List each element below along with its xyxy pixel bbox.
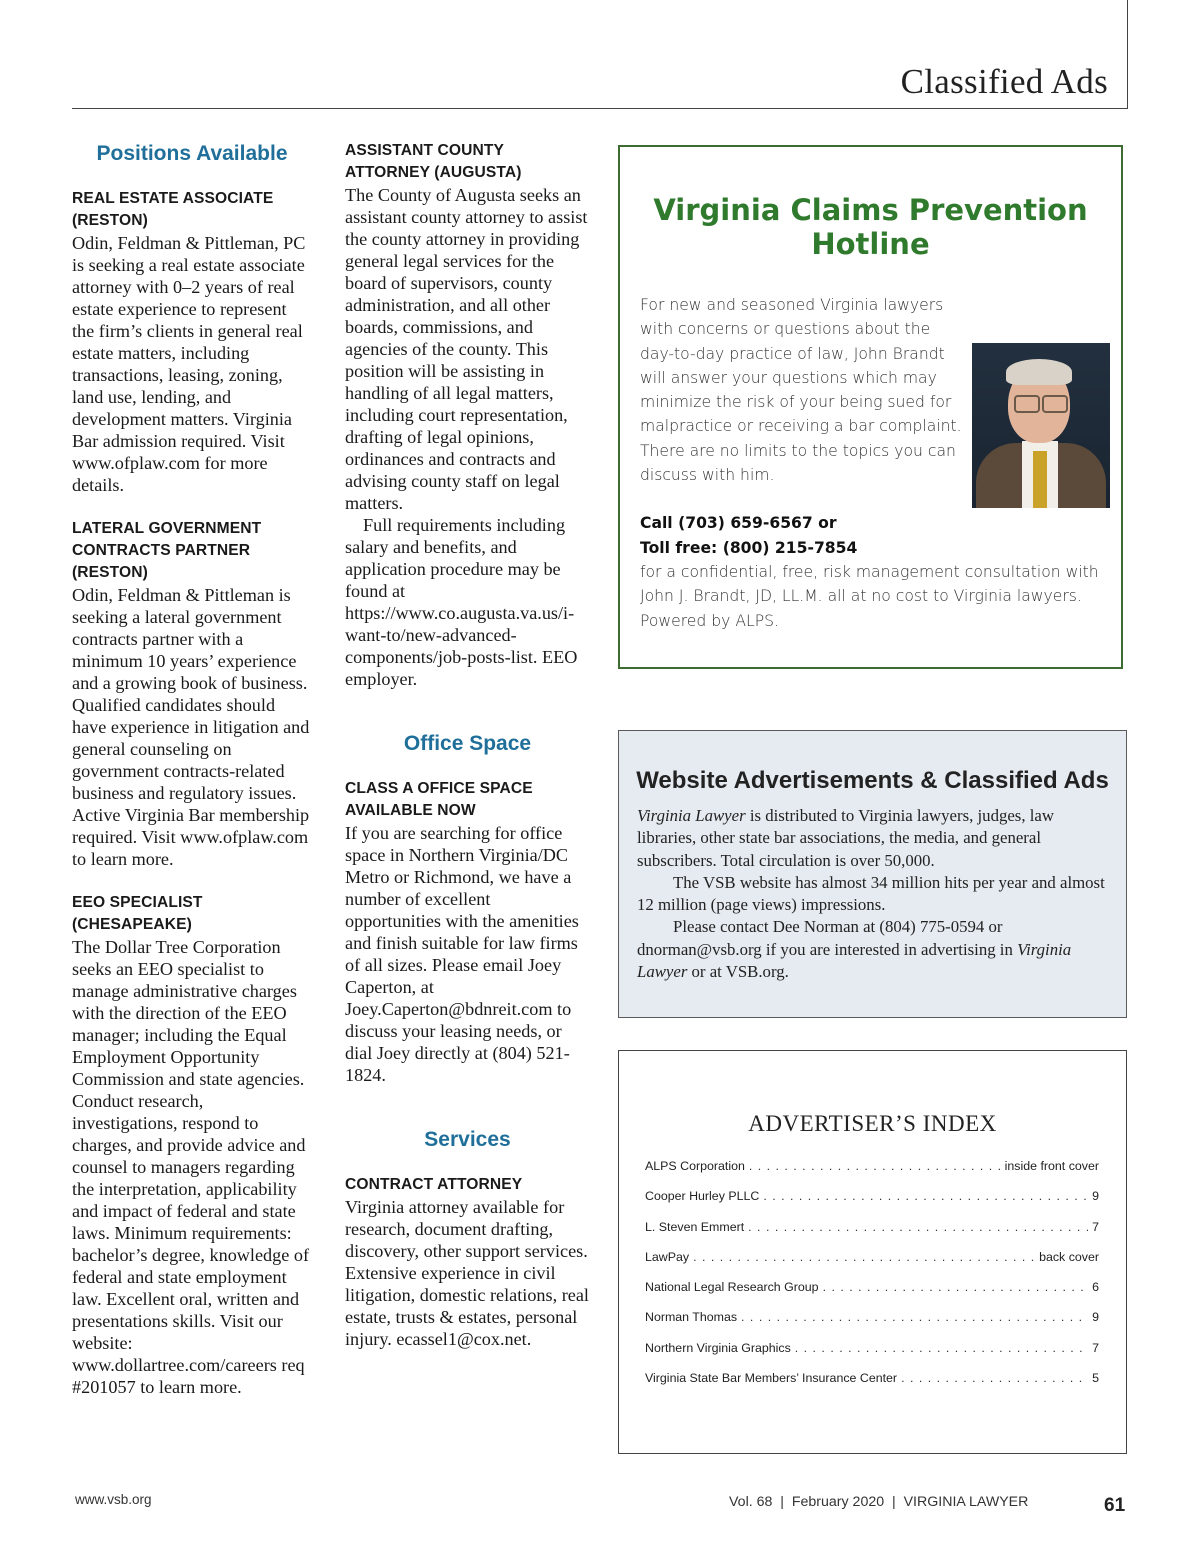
job-title: LATERAL GOVERNMENT CONTRACTS PARTNER (RESTON) (72, 520, 262, 581)
advertiser-page: 5 (1092, 1371, 1099, 1386)
advertiser-page: inside front cover (1004, 1159, 1099, 1173)
dot-leader (748, 1220, 1088, 1234)
header-vertical-rule (1127, 0, 1128, 109)
website-ads-box (618, 730, 1127, 1018)
dot-leader (749, 1159, 1001, 1173)
website-ads-paragraph: The VSB website has almost 34 million hits per year and almost 12 million (page views) impressions. (637, 872, 1105, 915)
paragraph-text: or at VSB.org. (687, 962, 789, 982)
advertiser-name: Norman Thomas (645, 1310, 738, 1325)
advertiser-row (645, 1220, 1099, 1250)
advertiser-row (645, 1250, 1099, 1280)
dot-leader (763, 1189, 1088, 1203)
section-heading-positions: Positions Available (96, 142, 288, 165)
website-ads-title: Website Advertisements & Classified Ads (636, 767, 1109, 794)
publication-name: Virginia Lawyer (637, 806, 746, 825)
advertiser-index-list (645, 1159, 1099, 1401)
publication-name: Virginia Lawyer (637, 939, 1072, 982)
hotline-body (640, 293, 1110, 633)
ad-description: Virginia attorney available for research, document drafting, discovery, other support services. Extensive experience in civil litigation, domestic relations, real estate, trusts & estates, personal injury. ecassel1@cox.net. (345, 1197, 589, 1349)
header-rule (72, 108, 1128, 109)
section-heading-services: Services (424, 1128, 511, 1151)
section-heading-office: Office Space (403, 732, 532, 755)
advertiser-name: ALPS Corporation (645, 1159, 745, 1173)
footer-url: www.vsb.org (75, 1492, 152, 1507)
website-ads-paragraph (637, 916, 1107, 983)
advertiser-page: 9 (1092, 1310, 1099, 1325)
hotline-tollfree: Toll free: (800) 215-7854 (640, 538, 858, 557)
advertiser-page: 6 (1092, 1280, 1099, 1295)
advertiser-page: 7 (1092, 1340, 1099, 1355)
paragraph-text: Please contact Dee Norman at (804) 775-0594 or dnorman@vsb.org if you are interested in advertising in (637, 917, 1018, 959)
advertiser-name: Cooper Hurley PLLC (645, 1189, 760, 1204)
dot-leader (741, 1310, 1088, 1324)
dot-leader (901, 1371, 1088, 1385)
ad-title: CONTRACT ATTORNEY (345, 1176, 523, 1193)
advertiser-name: National Legal Research Group (645, 1280, 819, 1295)
footer-issue: Vol. 68 | February 2020 | VIRGINIA LAWYER (729, 1494, 1029, 1510)
advertiser-row (645, 1189, 1099, 1219)
job-title: ASSISTANT COUNTY ATTORNEY (AUGUSTA) (345, 142, 522, 181)
advertiser-row (645, 1341, 1099, 1371)
ad-description: If you are searching for office space in Northern Virginia/DC Metro or Richmond, we have a number of excellent opportunities with the amenities and finish suitable for law firms of all sizes. Please email Joey Caperton, at Joey.Caperton@bdnreit.com to discuss your leasing needs, or dial Joey directly at (804) 521-1824. (345, 823, 579, 1085)
advertiser-row (645, 1310, 1099, 1340)
dot-leader (823, 1280, 1089, 1294)
paragraph-text: is distributed to Virginia lawyers, judges, law libraries, other state bar associations, the media, and general subscribers. Total circulation is over 50,000. (637, 806, 1054, 870)
advertiser-page: back cover (1039, 1249, 1099, 1264)
advertiser-page: 7 (1092, 1219, 1099, 1234)
job-description: Odin, Feldman & Pittleman is seeking a lateral government contracts partner with a minimum 10 years’ experience and a growing book of business. Qualified candidates should have experience in litigation and general counseling on government contracts-related business and regulatory issues. Active Virginia Bar membership required. Visit www.ofplaw.com to learn more. (72, 585, 310, 869)
website-ads-paragraph (637, 805, 1107, 872)
job-title: EEO SPECIALIST (CHESAPEAKE) (72, 894, 203, 933)
page-number: 61 (1104, 1495, 1126, 1516)
column-left (72, 140, 312, 1398)
advertiser-name: Virginia State Bar Members’ Insurance Center (645, 1371, 898, 1386)
hotline-closing: for a confidential, free, risk management consultation with John J. Brandt, JD, LL.M. all at no cost to Virginia lawyers. Powered by ALPS. (640, 562, 1099, 630)
column-middle (345, 140, 590, 1350)
advertiser-name: L. Steven Emmert (645, 1219, 745, 1234)
advertiser-name: LawPay (645, 1249, 690, 1264)
job-description: The County of Augusta seeks an assistant county attorney to assist the county attorney in providing general legal services for the board of supervisors, county administration, and all other boards, commissions, and agencies of the county. This position will be assisting in handling of all legal matters, including court representation, drafting of legal opinions, ordinances and contracts and advising county staff on legal matters. (345, 185, 588, 513)
hotline-title: Virginia Claims Prevention Hotline (653, 193, 1088, 261)
hotline-box (618, 145, 1123, 669)
advertiser-row (645, 1280, 1099, 1310)
portrait-photo (972, 343, 1110, 508)
advertiser-index-title: ADVERTISER’S INDEX (748, 1111, 997, 1136)
advertiser-row (645, 1159, 1099, 1189)
advertiser-row (645, 1371, 1099, 1401)
advertiser-index-box (618, 1050, 1127, 1454)
advertiser-page: 9 (1092, 1189, 1099, 1204)
dot-leader (693, 1250, 1035, 1264)
hotline-phone: Call (703) 659-6567 or (640, 514, 837, 533)
page-title: Classified Ads (900, 62, 1108, 101)
website-ads-body (637, 805, 1107, 983)
ad-title: CLASS A OFFICE SPACE AVAILABLE NOW (345, 780, 533, 819)
job-title: REAL ESTATE ASSOCIATE (RESTON) (72, 190, 274, 229)
advertiser-name: Northern Virginia Graphics (645, 1340, 791, 1355)
dot-leader (795, 1341, 1088, 1355)
job-description: The Dollar Tree Corporation seeks an EEO specialist to manage administrative charges with the direction of the EEO manager; including the Equal Employment Opportunity Commission and state agencies. Conduct research, investigations, respond to charges, and provide advice and counsel to managers regarding the interpretation, applicability and impact of federal and state laws. Minimum requirements: bachelor’s degree, knowledge of federal and state employment law. Excellent oral, written and presentations skills. Visit our website: www.dollartree.com/careers req #201057 to learn more. (72, 937, 310, 1397)
job-description-continued: Full requirements including salary and benefits, and application procedure may be found at https://www.co.augusta.va.us/i-want-to/new-advanced-components/job-posts-list. EEO employer. (345, 515, 578, 689)
hotline-intro: For new and seasoned Virginia lawyers with concerns or questions about the day-to-day practice of law, John Brandt will answer your questions which may minimize the risk of your being sued for malpractice or receiving a bar complaint. There are no limits to the topics you can discuss with him. (640, 296, 962, 485)
job-description: Odin, Feldman & Pittleman, PC is seeking a real estate associate attorney with 0–2 years of real estate experience to represent the firm’s clients in general real estate matters, including transactions, leasing, zoning, land use, lending, and development matters. Virginia Bar admission required. Visit www.ofplaw.com for more details. (72, 233, 306, 495)
